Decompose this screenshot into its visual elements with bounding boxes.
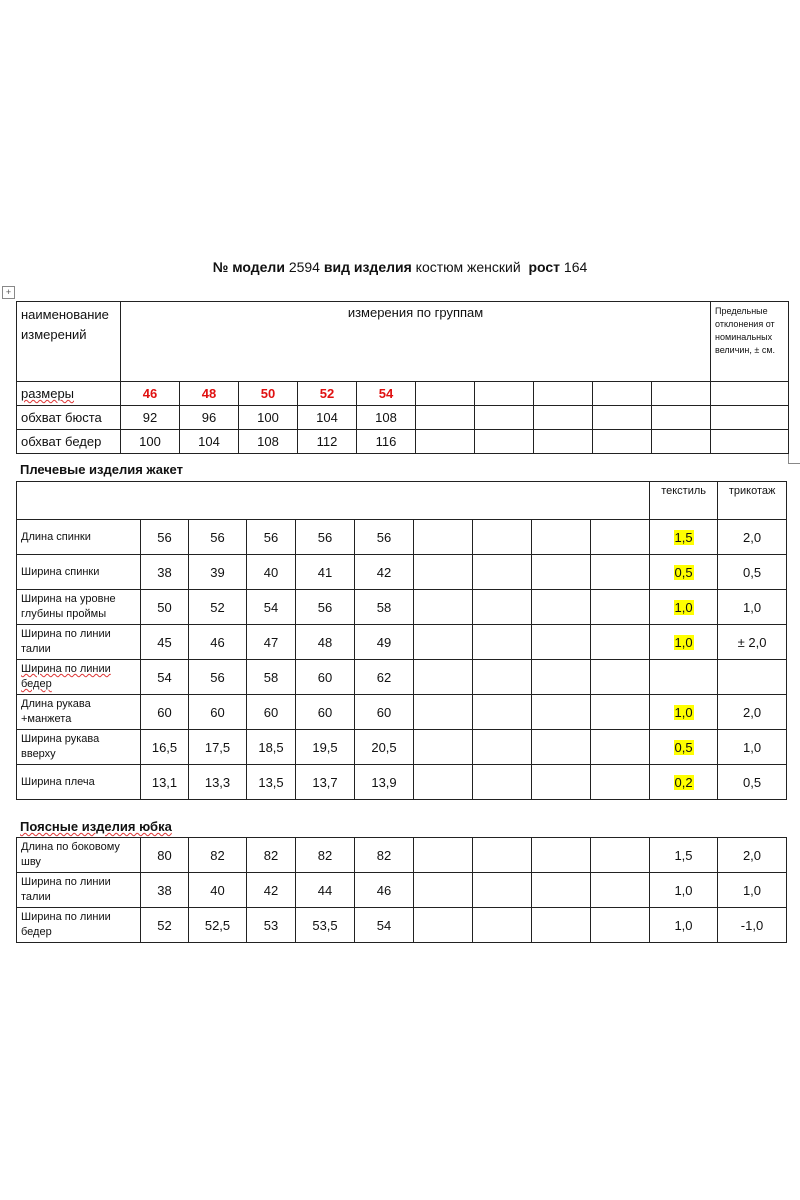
textile-cell xyxy=(650,590,718,625)
skirt-section-title xyxy=(20,819,172,834)
empty-cell xyxy=(532,590,591,625)
textile-value: 1,0 xyxy=(674,704,693,720)
value-cell: 60 xyxy=(189,695,247,730)
value-cell: 18,5 xyxy=(247,730,296,765)
size-table xyxy=(16,301,789,454)
textile-header: текстиль xyxy=(650,482,718,520)
value-cell: 108 xyxy=(357,406,416,430)
skirt-title-text: Поясные изделия юбка xyxy=(20,819,172,834)
value-cell: 80 xyxy=(141,838,189,873)
value-cell: 16,5 xyxy=(141,730,189,765)
table-row xyxy=(17,908,787,943)
value-cell: 60 xyxy=(141,695,189,730)
empty-cell xyxy=(532,625,591,660)
empty-cell xyxy=(532,660,591,695)
table-row xyxy=(17,695,787,730)
value-cell: 52 xyxy=(189,590,247,625)
size-cell: 54 xyxy=(357,382,416,406)
empty-cell xyxy=(591,520,650,555)
empty-cell xyxy=(532,873,591,908)
empty-cell xyxy=(591,908,650,943)
empty-cell xyxy=(414,873,473,908)
knit-cell xyxy=(718,660,787,695)
empty-cell xyxy=(414,660,473,695)
value-cell: 13,9 xyxy=(355,765,414,800)
value-cell: 17,5 xyxy=(189,730,247,765)
empty-cell xyxy=(473,625,532,660)
value-cell: 100 xyxy=(239,406,298,430)
kind-value: костюм женский xyxy=(415,259,521,275)
knit-cell: ± 2,0 xyxy=(718,625,787,660)
textile-cell xyxy=(650,873,718,908)
table-row xyxy=(17,660,787,695)
empty-cell xyxy=(473,695,532,730)
textile-cell xyxy=(650,695,718,730)
table-row xyxy=(17,765,787,800)
row-label: Ширина по линии талии xyxy=(17,873,141,908)
textile-value: 1,5 xyxy=(674,529,693,545)
empty-cell xyxy=(414,908,473,943)
height-value: 164 xyxy=(563,259,588,275)
size-cell: 52 xyxy=(298,382,357,406)
size-cell: 50 xyxy=(239,382,298,406)
empty-cell xyxy=(473,838,532,873)
table-row xyxy=(17,555,787,590)
empty-cell xyxy=(414,730,473,765)
value-cell: 56 xyxy=(296,520,355,555)
textile-cell xyxy=(650,730,718,765)
value-cell: 13,7 xyxy=(296,765,355,800)
size-cell: 46 xyxy=(121,382,180,406)
value-cell: 13,3 xyxy=(189,765,247,800)
value-cell: 53,5 xyxy=(296,908,355,943)
knit-cell: 1,0 xyxy=(718,873,787,908)
textile-value: 1,0 xyxy=(674,882,693,898)
row-label: Ширина спинки xyxy=(17,555,141,590)
knit-cell: 0,5 xyxy=(718,765,787,800)
value-cell: 42 xyxy=(355,555,414,590)
value-cell: 56 xyxy=(189,520,247,555)
value-cell: 100 xyxy=(121,430,180,454)
value-cell: 62 xyxy=(355,660,414,695)
value-cell: 19,5 xyxy=(296,730,355,765)
empty-cell xyxy=(473,730,532,765)
groups-header: измерения по группам xyxy=(347,305,484,320)
value-cell: 60 xyxy=(247,695,296,730)
value-cell: 58 xyxy=(355,590,414,625)
knit-cell: 1,0 xyxy=(718,730,787,765)
value-cell: 53 xyxy=(247,908,296,943)
name-header: наименование измерений xyxy=(21,307,109,342)
empty-cell xyxy=(591,730,650,765)
value-cell: 45 xyxy=(141,625,189,660)
value-cell: 38 xyxy=(141,873,189,908)
value-cell: 96 xyxy=(180,406,239,430)
value-cell: 82 xyxy=(189,838,247,873)
textile-cell xyxy=(650,660,718,695)
value-cell: 13,5 xyxy=(247,765,296,800)
textile-value: 1,5 xyxy=(674,847,693,863)
value-cell: 47 xyxy=(247,625,296,660)
jacket-header-row xyxy=(17,482,787,520)
value-cell: 54 xyxy=(141,660,189,695)
value-cell: 92 xyxy=(121,406,180,430)
value-cell: 48 xyxy=(296,625,355,660)
table-row xyxy=(17,838,787,873)
knit-cell: 2,0 xyxy=(718,838,787,873)
knit-cell: 2,0 xyxy=(718,520,787,555)
textile-value: 0,5 xyxy=(674,739,693,755)
hips-row xyxy=(17,430,789,454)
value-cell: 58 xyxy=(247,660,296,695)
empty-cell xyxy=(473,765,532,800)
groups-header-cell xyxy=(121,302,711,382)
row-label: Ширина на уровне глубины проймы xyxy=(17,590,141,625)
textile-value: 1,0 xyxy=(674,917,693,933)
empty-cell xyxy=(532,520,591,555)
tolerance-header: Предельные отклонения от номинальных величин, ± см. xyxy=(715,306,776,355)
empty-cell xyxy=(532,908,591,943)
textile-value: 0,5 xyxy=(674,564,693,580)
name-header-cell xyxy=(17,302,121,382)
value-cell: 20,5 xyxy=(355,730,414,765)
value-cell: 56 xyxy=(141,520,189,555)
row-label: Ширина рукава вверху xyxy=(17,730,141,765)
row-label: Длина по боковому шву xyxy=(17,838,141,873)
empty-cell xyxy=(414,695,473,730)
knit-cell: 2,0 xyxy=(718,695,787,730)
empty-cell xyxy=(591,695,650,730)
value-cell: 54 xyxy=(355,908,414,943)
table-row xyxy=(17,625,787,660)
textile-value: 1,0 xyxy=(674,634,693,650)
value-cell: 82 xyxy=(296,838,355,873)
table-row xyxy=(17,520,787,555)
value-cell: 52,5 xyxy=(189,908,247,943)
row-label: обхват бюста xyxy=(17,406,121,430)
textile-cell xyxy=(650,765,718,800)
value-cell: 52 xyxy=(141,908,189,943)
empty-cell xyxy=(532,555,591,590)
empty-cell xyxy=(532,730,591,765)
value-cell: 13,1 xyxy=(141,765,189,800)
knit-header: трикотаж xyxy=(718,482,787,520)
row-label: Длина рукава +манжета xyxy=(17,695,141,730)
textile-cell xyxy=(650,555,718,590)
height-label: рост xyxy=(528,259,561,275)
kind-label: вид изделия xyxy=(323,259,412,275)
textile-cell xyxy=(650,908,718,943)
empty-cell xyxy=(473,590,532,625)
skirt-table xyxy=(16,837,787,943)
value-cell: 56 xyxy=(247,520,296,555)
value-cell: 54 xyxy=(247,590,296,625)
value-cell: 108 xyxy=(239,430,298,454)
value-cell: 44 xyxy=(296,873,355,908)
empty-cell xyxy=(414,838,473,873)
empty-cell xyxy=(414,765,473,800)
knit-cell: 0,5 xyxy=(718,555,787,590)
value-cell: 40 xyxy=(247,555,296,590)
value-cell: 50 xyxy=(141,590,189,625)
value-cell: 60 xyxy=(296,660,355,695)
row-label: Длина спинки xyxy=(17,520,141,555)
tolerance-header-cell xyxy=(711,302,789,382)
table-row xyxy=(17,590,787,625)
empty-cell xyxy=(591,555,650,590)
empty-cell xyxy=(591,625,650,660)
value-cell: 42 xyxy=(247,873,296,908)
value-cell: 56 xyxy=(189,660,247,695)
value-cell: 82 xyxy=(355,838,414,873)
empty-cell xyxy=(591,590,650,625)
textile-value: 1,0 xyxy=(674,599,693,615)
table-move-handle-icon[interactable]: + xyxy=(2,286,15,299)
value-cell: 82 xyxy=(247,838,296,873)
row-label: Ширина плеча xyxy=(17,765,141,800)
value-cell: 60 xyxy=(355,695,414,730)
jacket-section-title: Плечевые изделия жакет xyxy=(20,462,183,477)
textile-cell xyxy=(650,838,718,873)
table-row xyxy=(17,730,787,765)
empty-cell xyxy=(414,590,473,625)
value-cell: 104 xyxy=(298,406,357,430)
value-cell: 46 xyxy=(189,625,247,660)
row-label: Ширина по линии талии xyxy=(17,625,141,660)
value-cell: 56 xyxy=(355,520,414,555)
value-cell: 38 xyxy=(141,555,189,590)
value-cell: 40 xyxy=(189,873,247,908)
textile-value: 0,2 xyxy=(674,774,693,790)
value-cell: 46 xyxy=(355,873,414,908)
value-cell: 60 xyxy=(296,695,355,730)
value-cell: 112 xyxy=(298,430,357,454)
empty-cell xyxy=(473,660,532,695)
empty-cell xyxy=(473,555,532,590)
row-label: обхват бедер xyxy=(17,430,121,454)
empty-cell xyxy=(591,838,650,873)
empty-cell xyxy=(473,520,532,555)
empty-cell xyxy=(473,908,532,943)
model-label: № модели xyxy=(212,259,285,275)
empty-cell xyxy=(591,873,650,908)
textile-cell xyxy=(650,520,718,555)
row-label: Ширина по линии бедер xyxy=(17,660,141,695)
size-table-header-row xyxy=(17,302,789,382)
bust-row xyxy=(17,406,789,430)
jacket-table xyxy=(16,481,787,800)
empty-cell xyxy=(532,695,591,730)
sizes-label: размеры xyxy=(21,386,75,401)
empty-cell xyxy=(532,765,591,800)
row-label: Ширина по линии бедер xyxy=(17,908,141,943)
empty-cell xyxy=(414,555,473,590)
empty-cell xyxy=(414,625,473,660)
value-cell: 56 xyxy=(296,590,355,625)
size-cell: 48 xyxy=(180,382,239,406)
value-cell: 49 xyxy=(355,625,414,660)
empty-cell xyxy=(532,838,591,873)
table-row xyxy=(17,873,787,908)
value-cell: 41 xyxy=(296,555,355,590)
textile-cell xyxy=(650,625,718,660)
empty-cell xyxy=(591,660,650,695)
model-value: 2594 xyxy=(288,259,320,275)
empty-cell xyxy=(414,520,473,555)
knit-cell: -1,0 xyxy=(718,908,787,943)
document-title xyxy=(0,259,800,275)
knit-cell: 1,0 xyxy=(718,590,787,625)
value-cell: 104 xyxy=(180,430,239,454)
empty-cell xyxy=(473,873,532,908)
value-cell: 116 xyxy=(357,430,416,454)
empty-cell xyxy=(591,765,650,800)
table-resize-handle-icon[interactable] xyxy=(788,451,800,464)
sizes-row xyxy=(17,382,789,406)
value-cell: 39 xyxy=(189,555,247,590)
